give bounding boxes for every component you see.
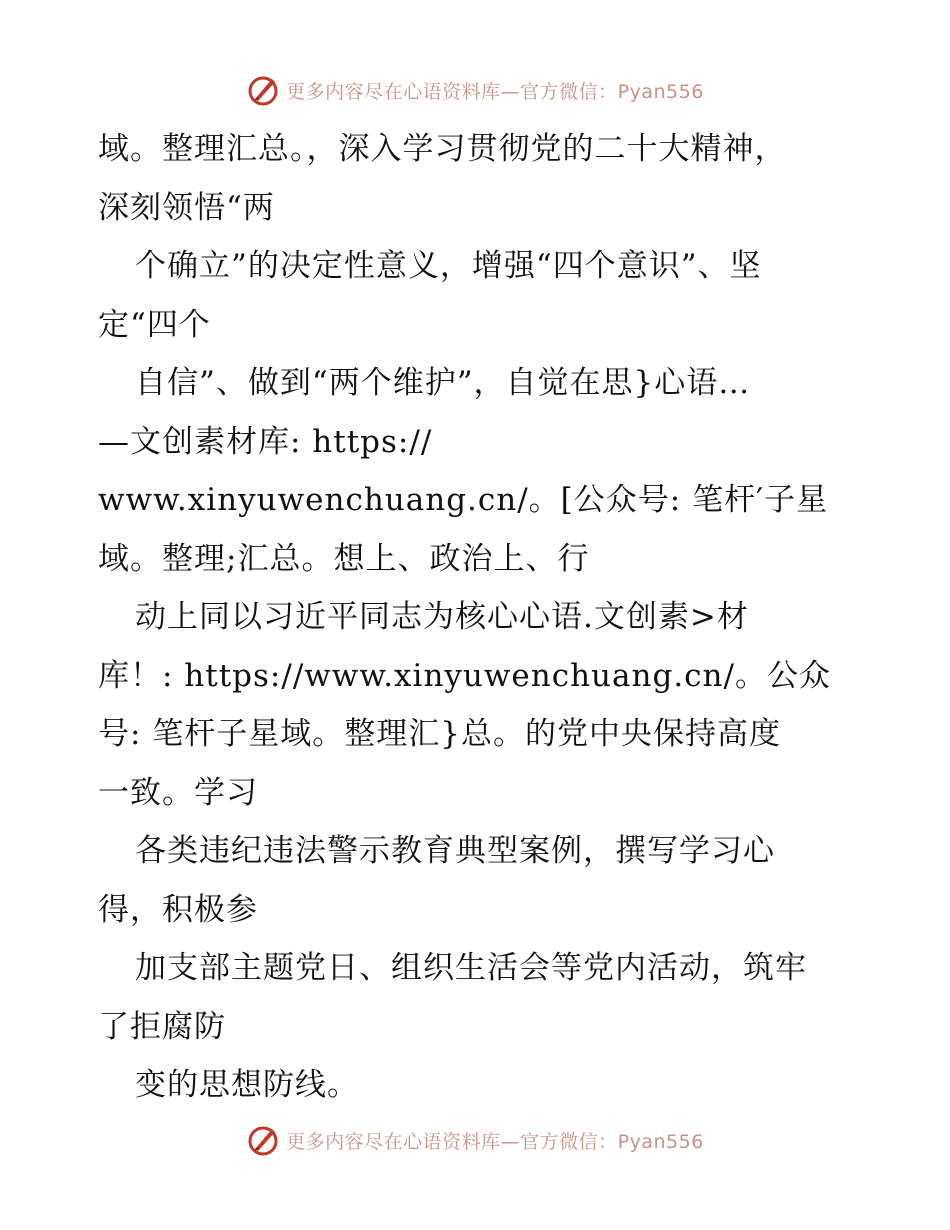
header-banner-text: 更多内容尽在心语资料库—官方微信：Pyan556 xyxy=(286,80,704,103)
body-line: 加支部主题党日、组织生活会等党内活动，筑牢 xyxy=(135,950,807,986)
quill-logo-icon xyxy=(246,1123,280,1157)
body-line: www.xinyuwenchuang.cn/。[公众号: 笔杆′子星 xyxy=(98,482,829,518)
footer-banner-text: 更多内容尽在心语资料库—官方微信：Pyan556 xyxy=(286,1130,704,1153)
body-line: 定“四个 xyxy=(98,306,211,343)
document-body xyxy=(98,120,858,1115)
body-line: 变的思想防线。 xyxy=(135,1067,359,1103)
body-line: 动上同以习近平同志为核心心语.文创素>材 xyxy=(135,599,749,635)
header-banner xyxy=(0,70,950,110)
body-line: —文创素材库: https:// xyxy=(98,423,433,460)
body-line: 域。整理汇总。，深入学习贯彻党的二十大精神， xyxy=(98,131,787,167)
body-line: 号: 笔杆子星域。整理汇}总。的党中央保持高度 xyxy=(98,716,782,752)
body-line: 域。整理;汇总。想上、政治上、行 xyxy=(98,540,590,577)
body-line: 深刻领悟“两 xyxy=(98,189,275,226)
body-line: 得，积极参 xyxy=(98,891,258,928)
body-line: 一致。学习 xyxy=(98,774,258,811)
quill-logo-icon xyxy=(246,73,280,107)
body-line: 自信”、做到“两个维护”，自觉在思}心语… xyxy=(135,365,751,401)
footer-banner xyxy=(0,1120,950,1160)
body-line: 了拒腐防 xyxy=(98,1008,226,1045)
body-line: 各类违纪违法警示教育典型案例，撰写学习心 xyxy=(135,833,775,869)
body-line: 个确立”的决定性意义，增强“四个意识”、坚 xyxy=(135,248,762,284)
body-line: 库！: https://www.xinyuwenchuang.cn/。公众 xyxy=(98,657,831,694)
